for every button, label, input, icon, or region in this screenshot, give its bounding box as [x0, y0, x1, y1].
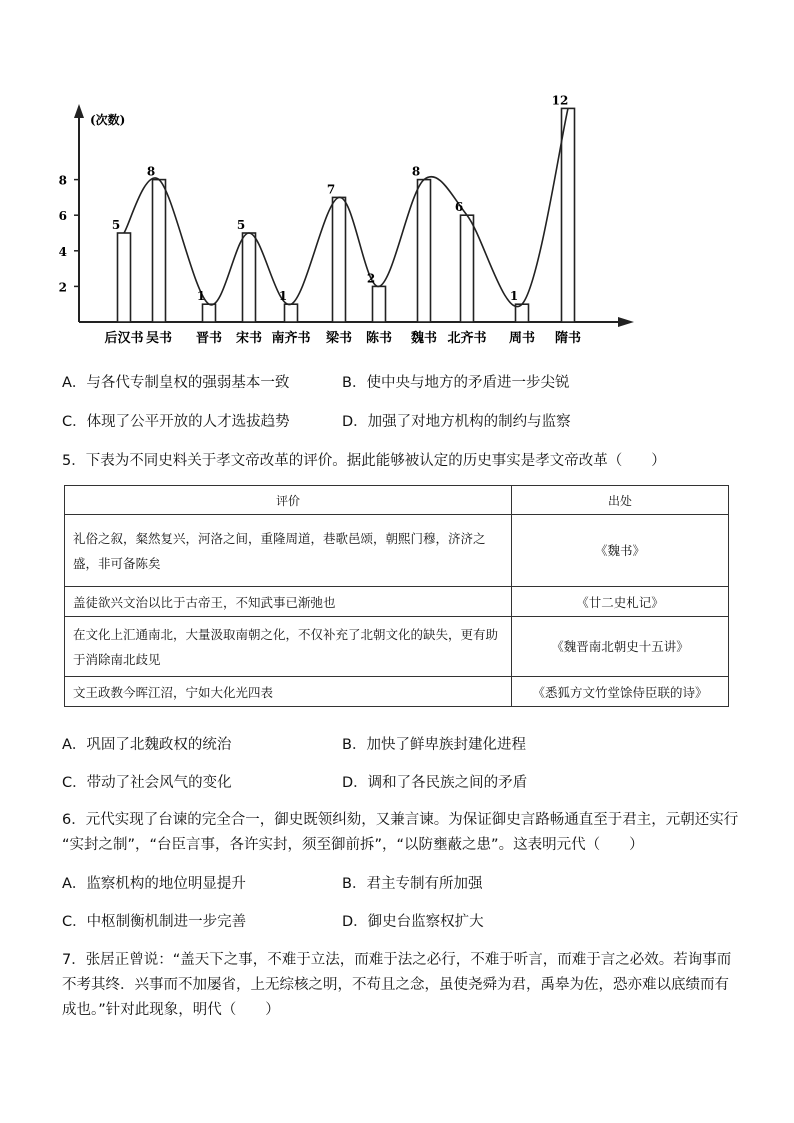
x-tick-label: 后汉书 — [104, 331, 144, 346]
x-tick-label: 隋书 — [554, 331, 582, 346]
y-axis-label: (次数) — [90, 113, 126, 127]
bar-value-label: 1 — [278, 289, 288, 304]
q6-stem-line2: “实封之制”，“台臣言事，各许实封，须至御前拆”，“以防壅蔽之患”。这表明元代（ ） — [62, 837, 644, 853]
table-row — [65, 677, 729, 707]
bar — [243, 233, 256, 322]
q5-evaluation-table — [64, 485, 729, 707]
q6-option-b: B．君主专制有所加强 — [342, 876, 483, 892]
eval-cell: 文王政教今晖江沼，宁如大化光四表 — [65, 677, 512, 707]
q6-option-c: C．中枢制衡机制进一步完善 — [62, 914, 247, 930]
header-eval: 评价 — [65, 486, 512, 515]
eval-cell: 盖徒欲兴文治以比于古帝王，不知武事已渐弛也 — [65, 587, 512, 617]
bar — [285, 304, 298, 322]
x-tick-label: 北齐书 — [447, 331, 487, 346]
y-tick-label: 6 — [58, 209, 67, 224]
source-cell: 《魏书》 — [512, 515, 729, 587]
q6-option-d: D．御史台监察权扩大 — [342, 914, 484, 930]
bar — [562, 108, 575, 322]
x-tick-label: 晋书 — [195, 331, 223, 346]
bar-value-label: 1 — [509, 289, 519, 304]
bar — [373, 286, 386, 322]
source-cell: 《魏晋南北朝史十五讲》 — [512, 617, 729, 677]
bar-value-label: 8 — [411, 164, 421, 179]
bar-value-label: 5 — [236, 218, 246, 232]
q5-option-c: C．带动了社会风气的变化 — [62, 775, 232, 791]
source-cell: 《廿二史札记》 — [512, 587, 729, 617]
q7-stem: 7．张居正曾说：“盖天下之事，不难于立法，而难于法之必行，不难于听言，而难于言之必效。若询事而不考其终．兴事而不加屡省，上无综核之明，不苟且之念，虽使尧舜为君，禹皋为佐，恐亦难以底绩而有成也。”针对此现象，明代（ ） — [62, 952, 732, 1018]
header-source: 出处 — [512, 486, 729, 515]
bar-value-label: 5 — [111, 218, 121, 232]
bar-value-label: 6 — [454, 200, 464, 215]
bar — [461, 215, 474, 322]
x-tick-label: 周书 — [508, 331, 536, 346]
x-axis-arrow — [618, 317, 634, 327]
y-tick-label: 4 — [58, 244, 67, 259]
table-row — [65, 617, 729, 677]
bar — [203, 304, 216, 322]
eval-cell: 在文化上汇通南北，大量汲取南朝之化，不仅补充了北朝文化的缺失，更有助于消除南北歧见 — [65, 617, 512, 677]
x-tick-label: 陈书 — [365, 331, 393, 346]
bar-value-label: 12 — [551, 93, 569, 108]
bar — [153, 180, 166, 322]
q4-option-c: C．体现了公平开放的人才选拔趋势 — [62, 414, 290, 430]
source-cell: 《悉狐方文竹堂馀侍臣联的诗》 — [512, 677, 729, 707]
q4-option-b: B．使中央与地方的矛盾进一步尖锐 — [342, 375, 570, 391]
bar-value-label: 2 — [366, 271, 376, 286]
q4-option-d: D．加强了对地方机构的制约与监察 — [342, 414, 571, 430]
y-axis-arrow — [74, 104, 84, 118]
table-row — [65, 587, 729, 617]
x-tick-label: 魏书 — [410, 331, 438, 346]
q6-option-a: A．监察机构的地位明显提升 — [62, 876, 246, 892]
x-tick-label: 南齐书 — [271, 331, 311, 346]
bar-value-label: 7 — [326, 182, 336, 197]
x-tick-label: 吴书 — [145, 331, 173, 346]
eval-cell: 礼俗之叙，粲然复兴，河洛之间，重隆周道，巷歌邑颂，朝熙门穆，济济之盛，非可备陈矣 — [65, 515, 512, 587]
history-mentions-chart — [58, 93, 640, 355]
y-tick-label: 8 — [58, 173, 67, 188]
bar — [118, 233, 131, 322]
x-tick-label: 梁书 — [325, 331, 353, 346]
q5-option-b: B．加快了鲜卑族封建化进程 — [342, 737, 526, 753]
bar-value-label: 1 — [196, 289, 206, 304]
q5-option-d: D．调和了各民族之间的矛盾 — [342, 775, 528, 791]
q5-stem: 5．下表为不同史料关于孝文帝改革的评价。据此能够被认定的历史事实是孝文帝改革（ ） — [62, 453, 666, 469]
table-row — [65, 515, 729, 587]
bar-value-label: 8 — [146, 164, 156, 179]
bar — [333, 197, 346, 322]
q6-stem-line1: 6．元代实现了台谏的完全合一，御史既领纠劾，又兼言谏。为保证御史言路畅通直至于君主，元朝还实行 — [62, 812, 739, 828]
y-tick-label: 2 — [58, 280, 67, 295]
x-tick-label: 宋书 — [235, 331, 263, 346]
bar — [418, 180, 431, 322]
q4-option-a: A．与各代专制皇权的强弱基本一致 — [62, 375, 290, 391]
table-header-row — [65, 486, 729, 515]
q5-option-a: A．巩固了北魏政权的统治 — [62, 737, 232, 753]
